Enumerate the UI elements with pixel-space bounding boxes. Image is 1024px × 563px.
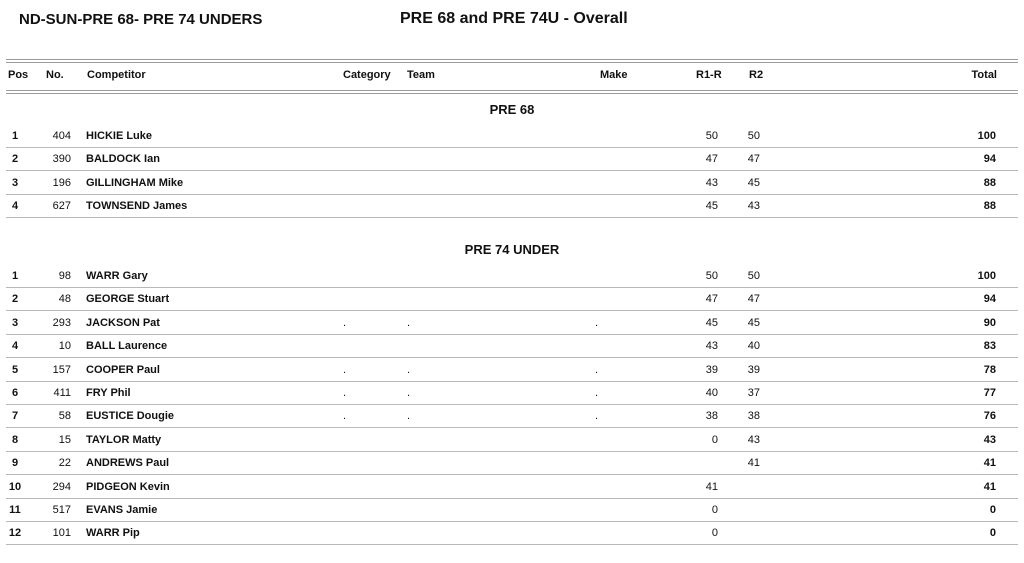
- row-divider: [6, 217, 1018, 218]
- r1-score-cell: 41: [705, 481, 718, 493]
- col-pos: Pos: [8, 69, 29, 81]
- competitor-cell: PIDGEON Kevin: [86, 481, 170, 493]
- pos-cell: 4: [11, 340, 19, 352]
- table-row: [0, 452, 1024, 475]
- r1-score-cell: 0: [711, 434, 718, 446]
- r2-score-cell: 39: [747, 364, 760, 376]
- competitor-cell: EVANS Jamie: [86, 504, 158, 516]
- total-cell: 0: [989, 527, 996, 539]
- category-cell: .: [343, 317, 347, 329]
- total-cell: 100: [977, 130, 996, 142]
- pos-cell: 5: [11, 364, 19, 376]
- r2-score-cell: 50: [747, 130, 760, 142]
- row-divider: [6, 170, 1018, 171]
- make-cell: .: [595, 364, 599, 376]
- number-cell: 196: [52, 177, 71, 189]
- row-divider: [6, 474, 1018, 475]
- number-cell: 293: [52, 317, 71, 329]
- section-title: PRE 74 UNDER: [464, 242, 560, 257]
- r1-score-cell: 50: [705, 270, 718, 282]
- total-cell: 76: [983, 410, 996, 422]
- results-title: PRE 68 and PRE 74U - Overall: [400, 10, 628, 27]
- total-cell: 41: [983, 481, 996, 493]
- table-row: [0, 125, 1024, 148]
- r2-score-cell: 41: [747, 457, 760, 469]
- competitor-cell: TOWNSEND James: [86, 200, 188, 212]
- category-cell: .: [343, 364, 347, 376]
- competitor-cell: HICKIE Luke: [86, 130, 153, 142]
- pos-cell: 2: [11, 293, 19, 305]
- pos-cell: 3: [11, 177, 19, 189]
- r1-score-cell: 47: [705, 153, 718, 165]
- number-cell: 101: [52, 527, 71, 539]
- competitor-cell: WARR Gary: [86, 270, 148, 282]
- col-competitor: Competitor: [87, 69, 146, 81]
- col-total: Total: [971, 69, 997, 81]
- col-no: No.: [46, 69, 64, 81]
- pos-cell: 6: [11, 387, 19, 399]
- r2-score-cell: 47: [747, 293, 760, 305]
- total-cell: 94: [983, 293, 996, 305]
- total-cell: 88: [983, 200, 996, 212]
- r2-score-cell: 37: [747, 387, 760, 399]
- total-cell: 43: [983, 434, 996, 446]
- number-cell: 22: [58, 457, 71, 469]
- r1-score-cell: 45: [705, 317, 718, 329]
- pos-cell: 3: [11, 317, 19, 329]
- header-divider: [6, 59, 1018, 60]
- category-cell: .: [343, 387, 347, 399]
- r1-score-cell: 50: [705, 130, 718, 142]
- competitor-cell: ANDREWS Paul: [86, 457, 170, 469]
- table-row: [0, 335, 1024, 358]
- r1-score-cell: 40: [705, 387, 718, 399]
- number-cell: 404: [52, 130, 71, 142]
- col-make: Make: [600, 69, 628, 81]
- r1-score-cell: 47: [705, 293, 718, 305]
- event-name: ND-SUN-PRE 68- PRE 74 UNDERS: [19, 11, 263, 28]
- r2-score-cell: 47: [747, 153, 760, 165]
- pos-cell: 4: [11, 200, 19, 212]
- team-cell: .: [407, 387, 411, 399]
- total-cell: 0: [989, 504, 996, 516]
- make-cell: .: [595, 387, 599, 399]
- number-cell: 517: [52, 504, 71, 516]
- category-cell: .: [343, 410, 347, 422]
- pos-cell: 1: [11, 270, 19, 282]
- team-cell: .: [407, 317, 411, 329]
- make-cell: .: [595, 410, 599, 422]
- r1-score-cell: 39: [705, 364, 718, 376]
- table-row: [0, 172, 1024, 195]
- r1-score-cell: 45: [705, 200, 718, 212]
- make-cell: .: [595, 317, 599, 329]
- r2-score-cell: 40: [747, 340, 760, 352]
- r1-score-cell: 43: [705, 177, 718, 189]
- col-team: Team: [407, 69, 435, 81]
- col-category: Category: [343, 69, 391, 81]
- r1-score-cell: 43: [705, 340, 718, 352]
- table-row: [0, 382, 1024, 405]
- number-cell: 294: [52, 481, 71, 493]
- table-row: [0, 429, 1024, 452]
- pos-cell: 1: [11, 130, 19, 142]
- competitor-cell: FRY Phil: [86, 387, 131, 399]
- competitor-cell: JACKSON Pat: [86, 317, 160, 329]
- r1-score-cell: 0: [711, 527, 718, 539]
- total-cell: 90: [983, 317, 996, 329]
- competitor-cell: WARR Pip: [86, 527, 140, 539]
- number-cell: 98: [58, 270, 71, 282]
- r2-score-cell: 45: [747, 177, 760, 189]
- competitor-cell: COOPER Paul: [86, 364, 160, 376]
- pos-cell: 2: [11, 153, 19, 165]
- table-row: [0, 265, 1024, 288]
- competitor-cell: BALDOCK Ian: [86, 153, 160, 165]
- r2-score-cell: 43: [747, 434, 760, 446]
- table-row: [0, 405, 1024, 428]
- competitor-cell: GEORGE Stuart: [86, 293, 170, 305]
- table-row: [0, 288, 1024, 311]
- number-cell: 48: [58, 293, 71, 305]
- table-row: [0, 195, 1024, 218]
- row-divider: [6, 357, 1018, 358]
- row-divider: [6, 427, 1018, 428]
- col-r1: R1-R: [696, 69, 722, 81]
- total-cell: 78: [983, 364, 996, 376]
- number-cell: 58: [58, 410, 71, 422]
- number-cell: 157: [52, 364, 71, 376]
- pos-cell: 11: [9, 504, 21, 516]
- header-divider: [6, 62, 1018, 63]
- table-row: [0, 148, 1024, 171]
- col-r2: R2: [749, 69, 764, 81]
- pos-cell: 10: [8, 481, 22, 493]
- pos-cell: 7: [11, 410, 19, 422]
- r2-score-cell: 43: [747, 200, 760, 212]
- number-cell: 627: [52, 200, 71, 212]
- number-cell: 390: [52, 153, 71, 165]
- number-cell: 10: [58, 340, 71, 352]
- column-divider: [6, 90, 1018, 91]
- total-cell: 100: [977, 270, 996, 282]
- total-cell: 77: [983, 387, 996, 399]
- r2-score-cell: 50: [747, 270, 760, 282]
- competitor-cell: EUSTICE Dougie: [86, 410, 175, 422]
- column-headers: [0, 69, 1024, 87]
- total-cell: 83: [983, 340, 996, 352]
- column-divider: [6, 93, 1018, 94]
- table-row: [0, 359, 1024, 382]
- pos-cell: 8: [11, 434, 19, 446]
- row-divider: [6, 310, 1018, 311]
- total-cell: 88: [983, 177, 996, 189]
- competitor-cell: BALL Laurence: [86, 340, 168, 352]
- pos-cell: 9: [11, 457, 19, 469]
- competitor-cell: GILLINGHAM Mike: [86, 177, 184, 189]
- number-cell: 15: [58, 434, 71, 446]
- table-row: [0, 312, 1024, 335]
- number-cell: 411: [53, 387, 71, 399]
- total-cell: 41: [983, 457, 996, 469]
- r2-score-cell: 38: [747, 410, 760, 422]
- table-row: [0, 476, 1024, 499]
- r2-score-cell: 45: [747, 317, 760, 329]
- row-divider: [6, 544, 1018, 545]
- team-cell: .: [407, 364, 411, 376]
- total-cell: 94: [983, 153, 996, 165]
- pos-cell: 12: [8, 527, 22, 539]
- section-title: PRE 68: [489, 102, 535, 117]
- r1-score-cell: 0: [711, 504, 718, 516]
- table-row: [0, 499, 1024, 522]
- r1-score-cell: 38: [705, 410, 718, 422]
- competitor-cell: TAYLOR Matty: [86, 434, 162, 446]
- team-cell: .: [407, 410, 411, 422]
- table-row: [0, 522, 1024, 545]
